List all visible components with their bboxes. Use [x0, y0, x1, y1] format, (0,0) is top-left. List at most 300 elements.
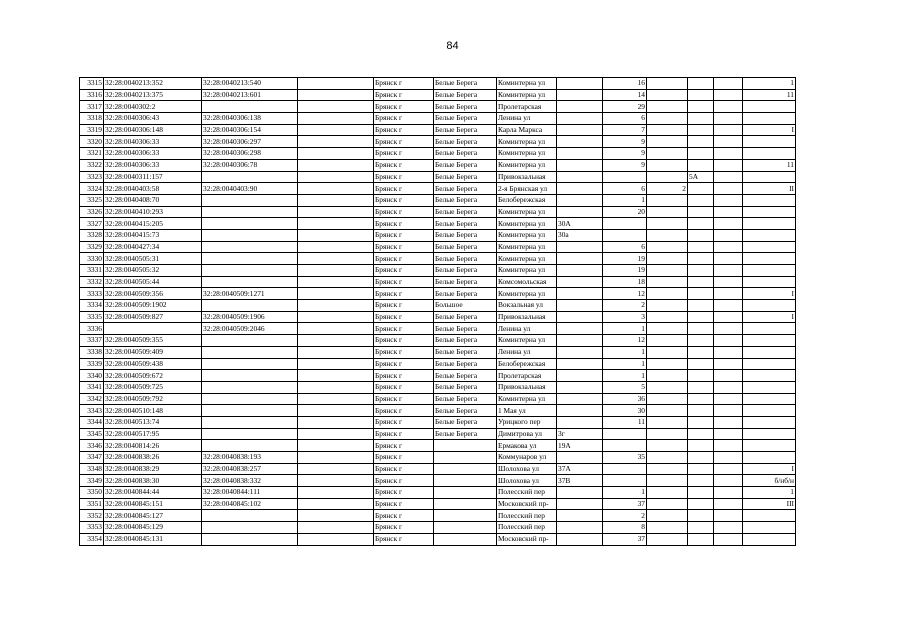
korpus-cell [688, 229, 714, 241]
cadastral-number-cell: 32:28:0040844:44 [104, 487, 202, 499]
blank-cell [298, 194, 374, 206]
premises-cell [743, 241, 796, 253]
blank-cell [298, 265, 374, 277]
building-cell [647, 428, 688, 440]
street-cell: Коминтерна ул [497, 136, 557, 148]
extra-cell [714, 533, 743, 545]
row-number-cell: 3319 [80, 124, 104, 136]
register-table [79, 77, 796, 546]
building-cell [647, 124, 688, 136]
blank-cell [298, 148, 374, 160]
extra-cell [714, 498, 743, 510]
house-number-cell: 1 [603, 194, 647, 206]
korpus-cell [688, 452, 714, 464]
premises-cell [743, 440, 796, 452]
row-number-cell: 3330 [80, 253, 104, 265]
building-cadastral-number-cell: 32:28:0040306:298 [202, 148, 298, 160]
street-cell: Коминтерна ул [497, 159, 557, 171]
street-cell: Шолохова ул [497, 463, 557, 475]
locality-cell: Белые Берега [434, 229, 497, 241]
house-letter-cell [557, 183, 603, 195]
city-cell: Брянск г [374, 311, 434, 323]
building-cadastral-number-cell [202, 346, 298, 358]
building-cell [647, 253, 688, 265]
city-cell: Брянск г [374, 171, 434, 183]
house-number-cell: 1 [603, 358, 647, 370]
building-cadastral-number-cell [202, 381, 298, 393]
cadastral-number-cell: 32:28:0040845:151 [104, 498, 202, 510]
blank-cell [298, 452, 374, 464]
korpus-cell [688, 428, 714, 440]
street-cell: Коминтерна ул [497, 393, 557, 405]
row-number-cell: 3350 [80, 487, 104, 499]
city-cell: Брянск г [374, 148, 434, 160]
city-cell: Брянск г [374, 124, 434, 136]
building-cell [647, 311, 688, 323]
house-letter-cell [557, 89, 603, 101]
locality-cell: Белые Берега [434, 346, 497, 358]
street-cell: Вокзальная ул [497, 300, 557, 312]
extra-cell [714, 136, 743, 148]
korpus-cell [688, 183, 714, 195]
locality-cell: Белые Берега [434, 288, 497, 300]
blank-cell [298, 475, 374, 487]
table-row [80, 405, 796, 417]
cadastral-number-cell: 32:28:0040213:375 [104, 89, 202, 101]
house-letter-cell [557, 487, 603, 499]
locality-cell: Белые Берега [434, 218, 497, 230]
house-letter-cell: 30а [557, 229, 603, 241]
korpus-cell [688, 440, 714, 452]
premises-cell: II [743, 183, 796, 195]
cadastral-number-cell: 32:28:0040505:32 [104, 265, 202, 277]
city-cell: Брянск г [374, 89, 434, 101]
row-number-cell: 3353 [80, 522, 104, 534]
cadastral-number-cell: 32:28:0040510:148 [104, 405, 202, 417]
premises-cell [743, 370, 796, 382]
premises-cell [743, 253, 796, 265]
extra-cell [714, 241, 743, 253]
cadastral-number-cell: 32:28:0040509:672 [104, 370, 202, 382]
house-number-cell: 9 [603, 159, 647, 171]
cadastral-number-cell: 32:28:0040513:74 [104, 416, 202, 428]
house-letter-cell [557, 370, 603, 382]
korpus-cell [688, 475, 714, 487]
house-letter-cell [557, 241, 603, 253]
house-letter-cell [557, 323, 603, 335]
premises-cell [743, 206, 796, 218]
house-letter-cell [557, 148, 603, 160]
blank-cell [298, 229, 374, 241]
house-letter-cell [557, 288, 603, 300]
house-letter-cell [557, 405, 603, 417]
building-cadastral-number-cell [202, 416, 298, 428]
street-cell: Коминтерна ул [497, 89, 557, 101]
blank-cell [298, 136, 374, 148]
blank-cell [298, 241, 374, 253]
locality-cell [434, 487, 497, 499]
city-cell: Брянск г [374, 159, 434, 171]
house-letter-cell [557, 416, 603, 428]
table-row [80, 89, 796, 101]
house-number-cell: 2 [603, 300, 647, 312]
street-cell: Белобережская [497, 358, 557, 370]
table-row [80, 288, 796, 300]
premises-cell [743, 533, 796, 545]
cadastral-number-cell: 32:28:0040306:33 [104, 159, 202, 171]
locality-cell: Белые Берега [434, 89, 497, 101]
building-cadastral-number-cell [202, 358, 298, 370]
extra-cell [714, 358, 743, 370]
city-cell: Брянск г [374, 78, 434, 90]
table-row [80, 194, 796, 206]
street-cell: Пролетарская [497, 370, 557, 382]
blank-cell [298, 416, 374, 428]
locality-cell: Белые Берега [434, 265, 497, 277]
building-cadastral-number-cell [202, 218, 298, 230]
extra-cell [714, 346, 743, 358]
house-number-cell [603, 171, 647, 183]
premises-cell [743, 393, 796, 405]
building-cell [647, 113, 688, 125]
locality-cell: Белые Берега [434, 405, 497, 417]
city-cell: Брянск г [374, 276, 434, 288]
row-number-cell: 3318 [80, 113, 104, 125]
house-number-cell: 18 [603, 276, 647, 288]
korpus-cell [688, 288, 714, 300]
extra-cell [714, 300, 743, 312]
city-cell: Брянск г [374, 475, 434, 487]
locality-cell: Белые Берега [434, 194, 497, 206]
table-row [80, 323, 796, 335]
street-cell: Коминтерна ул [497, 206, 557, 218]
street-cell: Полесский пер [497, 510, 557, 522]
cadastral-number-cell: 32:28:0040517:95 [104, 428, 202, 440]
building-cell: 2 [647, 183, 688, 195]
blank-cell [298, 183, 374, 195]
city-cell: Брянск г [374, 265, 434, 277]
blank-cell [298, 335, 374, 347]
locality-cell: Белые Берега [434, 416, 497, 428]
house-number-cell: 1 [603, 346, 647, 358]
table-row [80, 381, 796, 393]
building-cadastral-number-cell [202, 241, 298, 253]
locality-cell: Белые Берега [434, 311, 497, 323]
korpus-cell: 5А [688, 171, 714, 183]
building-cadastral-number-cell: 32:28:0040403:90 [202, 183, 298, 195]
city-cell: Брянск г [374, 358, 434, 370]
extra-cell [714, 522, 743, 534]
table-row [80, 148, 796, 160]
extra-cell [714, 194, 743, 206]
building-cell [647, 463, 688, 475]
blank-cell [298, 381, 374, 393]
extra-cell [714, 253, 743, 265]
korpus-cell [688, 405, 714, 417]
street-cell: Коминтерна ул [497, 335, 557, 347]
cadastral-number-cell: 32:28:0040845:129 [104, 522, 202, 534]
blank-cell [298, 510, 374, 522]
house-letter-cell: 3г [557, 428, 603, 440]
cadastral-number-cell: 32:28:0040845:131 [104, 533, 202, 545]
table-row [80, 229, 796, 241]
house-number-cell: 19 [603, 253, 647, 265]
row-number-cell: 3322 [80, 159, 104, 171]
cadastral-number-cell: 32:28:0040403:58 [104, 183, 202, 195]
house-letter-cell [557, 335, 603, 347]
extra-cell [714, 159, 743, 171]
building-cadastral-number-cell [202, 510, 298, 522]
extra-cell [714, 416, 743, 428]
house-letter-cell [557, 300, 603, 312]
building-cadastral-number-cell: 32:28:0040838:193 [202, 452, 298, 464]
locality-cell [434, 510, 497, 522]
row-number-cell: 3324 [80, 183, 104, 195]
house-number-cell [603, 475, 647, 487]
house-number-cell: 37 [603, 498, 647, 510]
building-cell [647, 265, 688, 277]
row-number-cell: 3327 [80, 218, 104, 230]
premises-cell: I [743, 311, 796, 323]
house-letter-cell: 30А [557, 218, 603, 230]
building-cadastral-number-cell [202, 428, 298, 440]
locality-cell: Белые Берега [434, 113, 497, 125]
korpus-cell [688, 148, 714, 160]
korpus-cell [688, 89, 714, 101]
premises-cell [743, 101, 796, 113]
building-cell [647, 241, 688, 253]
city-cell: Брянск г [374, 335, 434, 347]
house-letter-cell [557, 78, 603, 90]
row-number-cell: 3334 [80, 300, 104, 312]
building-cadastral-number-cell [202, 522, 298, 534]
city-cell: Брянск г [374, 416, 434, 428]
street-cell: Коминтерна ул [497, 218, 557, 230]
premises-cell [743, 194, 796, 206]
blank-cell [298, 428, 374, 440]
locality-cell [434, 440, 497, 452]
building-cadastral-number-cell [202, 335, 298, 347]
korpus-cell [688, 113, 714, 125]
cadastral-number-cell: 32:28:0040427:34 [104, 241, 202, 253]
korpus-cell [688, 510, 714, 522]
cadastral-number-cell: 32:28:0040814:26 [104, 440, 202, 452]
cadastral-number-cell: 32:28:0040505:31 [104, 253, 202, 265]
cadastral-number-cell: 32:28:0040311:157 [104, 171, 202, 183]
premises-cell [743, 405, 796, 417]
extra-cell [714, 475, 743, 487]
house-letter-cell [557, 510, 603, 522]
row-number-cell: 3326 [80, 206, 104, 218]
row-number-cell: 3329 [80, 241, 104, 253]
table-row [80, 370, 796, 382]
building-cadastral-number-cell [202, 300, 298, 312]
premises-cell: I [743, 124, 796, 136]
city-cell: Брянск г [374, 194, 434, 206]
city-cell: Брянск г [374, 101, 434, 113]
street-cell: Урицкого пер [497, 416, 557, 428]
row-number-cell: 3317 [80, 101, 104, 113]
cadastral-number-cell: 32:28:0040415:205 [104, 218, 202, 230]
row-number-cell: 3344 [80, 416, 104, 428]
table-row [80, 300, 796, 312]
house-number-cell: 19 [603, 265, 647, 277]
premises-cell: 1 [743, 487, 796, 499]
blank-cell [298, 323, 374, 335]
korpus-cell [688, 194, 714, 206]
building-cell [647, 498, 688, 510]
building-cell [647, 288, 688, 300]
locality-cell: Белые Берега [434, 78, 497, 90]
street-cell: Ленина ул [497, 323, 557, 335]
street-cell: 2-я Брянская ул [497, 183, 557, 195]
street-cell: Привокзальная [497, 381, 557, 393]
table-row [80, 311, 796, 323]
row-number-cell: 3343 [80, 405, 104, 417]
building-cadastral-number-cell [202, 229, 298, 241]
city-cell: Брянск г [374, 206, 434, 218]
city-cell: Брянск г [374, 229, 434, 241]
building-cell [647, 381, 688, 393]
premises-cell [743, 335, 796, 347]
house-number-cell: 6 [603, 241, 647, 253]
korpus-cell [688, 416, 714, 428]
house-number-cell: 5 [603, 381, 647, 393]
city-cell: Брянск г [374, 113, 434, 125]
city-cell: Брянск г [374, 463, 434, 475]
blank-cell [298, 311, 374, 323]
house-letter-cell [557, 498, 603, 510]
house-number-cell [603, 428, 647, 440]
locality-cell: Белые Берега [434, 335, 497, 347]
city-cell: Брянск г [374, 300, 434, 312]
building-cadastral-number-cell: 32:28:0040838:332 [202, 475, 298, 487]
extra-cell [714, 370, 743, 382]
premises-cell [743, 323, 796, 335]
table-row [80, 183, 796, 195]
korpus-cell [688, 241, 714, 253]
street-cell: Белобережская [497, 194, 557, 206]
cadastral-number-cell: 32:28:0040509:1902 [104, 300, 202, 312]
table-row [80, 463, 796, 475]
korpus-cell [688, 533, 714, 545]
row-number-cell: 3335 [80, 311, 104, 323]
premises-cell [743, 416, 796, 428]
cadastral-number-cell: 32:28:0040408:70 [104, 194, 202, 206]
cadastral-number-cell: 32:28:0040415:73 [104, 229, 202, 241]
blank-cell [298, 171, 374, 183]
cadastral-number-cell: 32:28:0040509:792 [104, 393, 202, 405]
house-number-cell: 1 [603, 487, 647, 499]
korpus-cell [688, 136, 714, 148]
row-number-cell: 3349 [80, 475, 104, 487]
blank-cell [298, 405, 374, 417]
building-cell [647, 522, 688, 534]
building-cell [647, 206, 688, 218]
house-letter-cell [557, 265, 603, 277]
premises-cell: I [743, 288, 796, 300]
house-number-cell: 8 [603, 522, 647, 534]
cadastral-number-cell: 32:28:0040410:293 [104, 206, 202, 218]
building-cadastral-number-cell: 32:28:0040306:138 [202, 113, 298, 125]
locality-cell: Белые Берега [434, 276, 497, 288]
building-cell [647, 358, 688, 370]
table-row [80, 159, 796, 171]
building-cell [647, 300, 688, 312]
extra-cell [714, 381, 743, 393]
street-cell: Полесский пер [497, 487, 557, 499]
building-cadastral-number-cell: 32:28:0040509:1271 [202, 288, 298, 300]
house-letter-cell [557, 136, 603, 148]
table-row [80, 276, 796, 288]
building-cadastral-number-cell [202, 440, 298, 452]
premises-cell [743, 171, 796, 183]
locality-cell [434, 475, 497, 487]
cadastral-number-cell: 32:28:0040509:409 [104, 346, 202, 358]
extra-cell [714, 428, 743, 440]
blank-cell [298, 288, 374, 300]
blank-cell [298, 253, 374, 265]
korpus-cell [688, 463, 714, 475]
city-cell: Брянск г [374, 241, 434, 253]
extra-cell [714, 405, 743, 417]
building-cadastral-number-cell [202, 393, 298, 405]
premises-cell [743, 229, 796, 241]
table-row [80, 241, 796, 253]
premises-cell [743, 113, 796, 125]
house-letter-cell [557, 206, 603, 218]
street-cell: Московский пр- [497, 498, 557, 510]
table-row [80, 487, 796, 499]
extra-cell [714, 183, 743, 195]
locality-cell: Белые Берега [434, 171, 497, 183]
table-row [80, 265, 796, 277]
extra-cell [714, 206, 743, 218]
building-cell [647, 171, 688, 183]
cadastral-number-cell: 32:28:0040838:29 [104, 463, 202, 475]
building-cadastral-number-cell [202, 253, 298, 265]
korpus-cell [688, 124, 714, 136]
table-row [80, 452, 796, 464]
table-row [80, 533, 796, 545]
row-number-cell: 3345 [80, 428, 104, 440]
house-number-cell: 20 [603, 206, 647, 218]
table-row [80, 393, 796, 405]
extra-cell [714, 440, 743, 452]
building-cadastral-number-cell: 32:28:0040845:102 [202, 498, 298, 510]
extra-cell [714, 463, 743, 475]
building-cadastral-number-cell: 32:28:0040213:540 [202, 78, 298, 90]
table-row [80, 124, 796, 136]
table-row [80, 346, 796, 358]
building-cadastral-number-cell [202, 533, 298, 545]
blank-cell [298, 440, 374, 452]
house-letter-cell [557, 311, 603, 323]
house-number-cell: 30 [603, 405, 647, 417]
korpus-cell [688, 358, 714, 370]
row-number-cell: 3336 [80, 323, 104, 335]
house-letter-cell: 19А [557, 440, 603, 452]
premises-cell [743, 265, 796, 277]
street-cell: Коминтерна ул [497, 148, 557, 160]
row-number-cell: 3351 [80, 498, 104, 510]
row-number-cell: 3338 [80, 346, 104, 358]
extra-cell [714, 452, 743, 464]
cadastral-number-cell: 32:28:0040509:355 [104, 335, 202, 347]
korpus-cell [688, 498, 714, 510]
row-number-cell: 3316 [80, 89, 104, 101]
row-number-cell: 3339 [80, 358, 104, 370]
